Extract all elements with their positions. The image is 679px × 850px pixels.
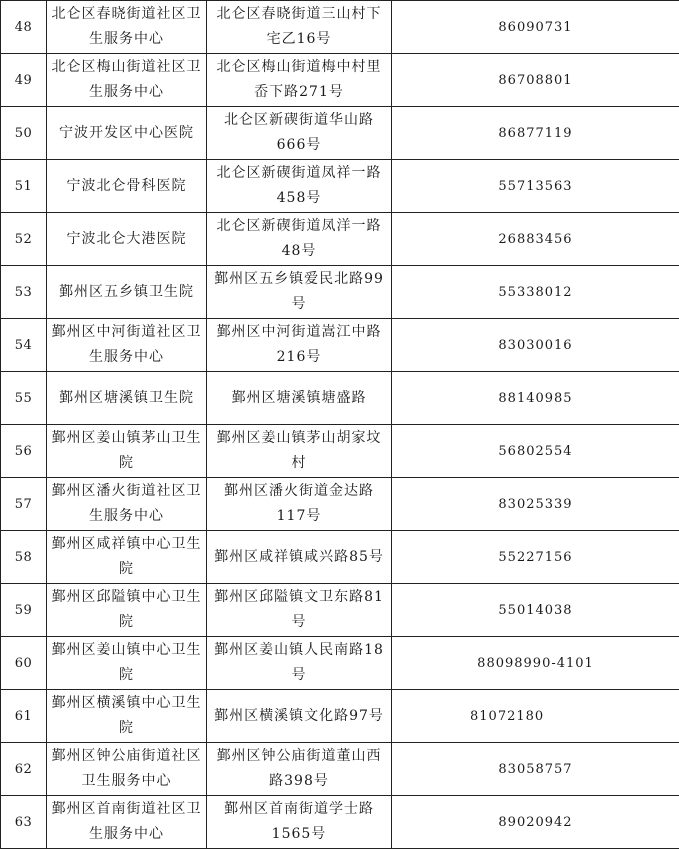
institution-address: 鄞州区中河街道嵩江中路216号 [207,319,392,372]
table-row [1,372,679,425]
institution-phone: 55713563 [392,160,679,213]
table-row [1,478,679,531]
institution-address: 北仑区新碶街道凤祥一路458号 [207,160,392,213]
row-number: 58 [1,531,47,584]
row-number: 51 [1,160,47,213]
institution-name: 宁波开发区中心医院 [47,107,207,160]
institution-address: 北仑区新碶街道华山路666号 [207,107,392,160]
institution-phone: 56802554 [392,425,679,478]
institution-name: 鄞州区五乡镇卫生院 [47,266,207,319]
institution-phone: 86090731 [392,1,679,54]
table-body [1,1,679,849]
row-number: 59 [1,584,47,637]
table-row [1,743,679,796]
institution-address: 北仑区新碶街道凤洋一路48号 [207,213,392,266]
row-number: 60 [1,637,47,690]
table-row [1,107,679,160]
institution-name: 宁波北仑大港医院 [47,213,207,266]
row-number: 56 [1,425,47,478]
table-row [1,531,679,584]
row-number: 63 [1,796,47,849]
table-row [1,160,679,213]
row-number: 49 [1,54,47,107]
row-number: 48 [1,1,47,54]
institution-phone: 89020942 [392,796,679,849]
institution-phone: 86708801 [392,54,679,107]
table-row [1,213,679,266]
row-number: 52 [1,213,47,266]
institution-phone: 26883456 [392,213,679,266]
table-row [1,796,679,849]
institution-phone: 55338012 [392,266,679,319]
institution-phone: 83030016 [392,319,679,372]
institution-address: 鄞州区姜山镇人民南路18号 [207,637,392,690]
institution-address: 鄞州区潘火街道金达路117号 [207,478,392,531]
table-row [1,584,679,637]
institution-name: 鄞州区横溪镇中心卫生院 [47,690,207,743]
row-number: 55 [1,372,47,425]
institution-address: 北仑区梅山街道梅中村里岙下路271号 [207,54,392,107]
row-number: 54 [1,319,47,372]
institution-name: 鄞州区姜山镇茅山卫生院 [47,425,207,478]
institution-address: 鄞州区邱隘镇文卫东路81号 [207,584,392,637]
row-number: 62 [1,743,47,796]
table-row [1,637,679,690]
table-row [1,690,679,743]
institution-phone: 88140985 [392,372,679,425]
row-number: 61 [1,690,47,743]
institution-phone: 55227156 [392,531,679,584]
table-row [1,319,679,372]
institution-phone: 55014038 [392,584,679,637]
institution-address: 鄞州区首南街道学士路1565号 [207,796,392,849]
row-number: 53 [1,266,47,319]
institution-address: 鄞州区咸祥镇咸兴路85号 [207,531,392,584]
institution-phone: 83025339 [392,478,679,531]
institution-phone: 83058757 [392,743,679,796]
institution-name: 宁波北仑骨科医院 [47,160,207,213]
table-row [1,425,679,478]
institution-address: 鄞州区横溪镇文化路97号 [207,690,392,743]
institution-name: 鄞州区咸祥镇中心卫生院 [47,531,207,584]
institution-name: 北仑区春晓街道社区卫生服务中心 [47,1,207,54]
institution-address: 鄞州区塘溪镇塘盛路 [207,372,392,425]
institution-address: 北仑区春晓街道三山村下宅乙16号 [207,1,392,54]
institution-phone: 86877119 [392,107,679,160]
institution-name: 鄞州区钟公庙街道社区卫生服务中心 [47,743,207,796]
institution-phone: 88098990-4101 [392,637,679,690]
table-row [1,54,679,107]
institution-address: 鄞州区姜山镇茅山胡家坟村 [207,425,392,478]
institution-name: 鄞州区塘溪镇卫生院 [47,372,207,425]
institution-address: 鄞州区五乡镇爱民北路99号 [207,266,392,319]
institution-address: 鄞州区钟公庙街道董山西路398号 [207,743,392,796]
institution-name: 鄞州区中河街道社区卫生服务中心 [47,319,207,372]
institution-phone: 81072180 [392,690,679,743]
table-row [1,1,679,54]
institution-name: 鄞州区潘火街道社区卫生服务中心 [47,478,207,531]
institution-name: 鄞州区首南街道社区卫生服务中心 [47,796,207,849]
row-number: 57 [1,478,47,531]
institution-name: 鄞州区邱隘镇中心卫生院 [47,584,207,637]
institution-name: 鄞州区姜山镇中心卫生院 [47,637,207,690]
institution-name: 北仑区梅山街道社区卫生服务中心 [47,54,207,107]
table-row [1,266,679,319]
row-number: 50 [1,107,47,160]
